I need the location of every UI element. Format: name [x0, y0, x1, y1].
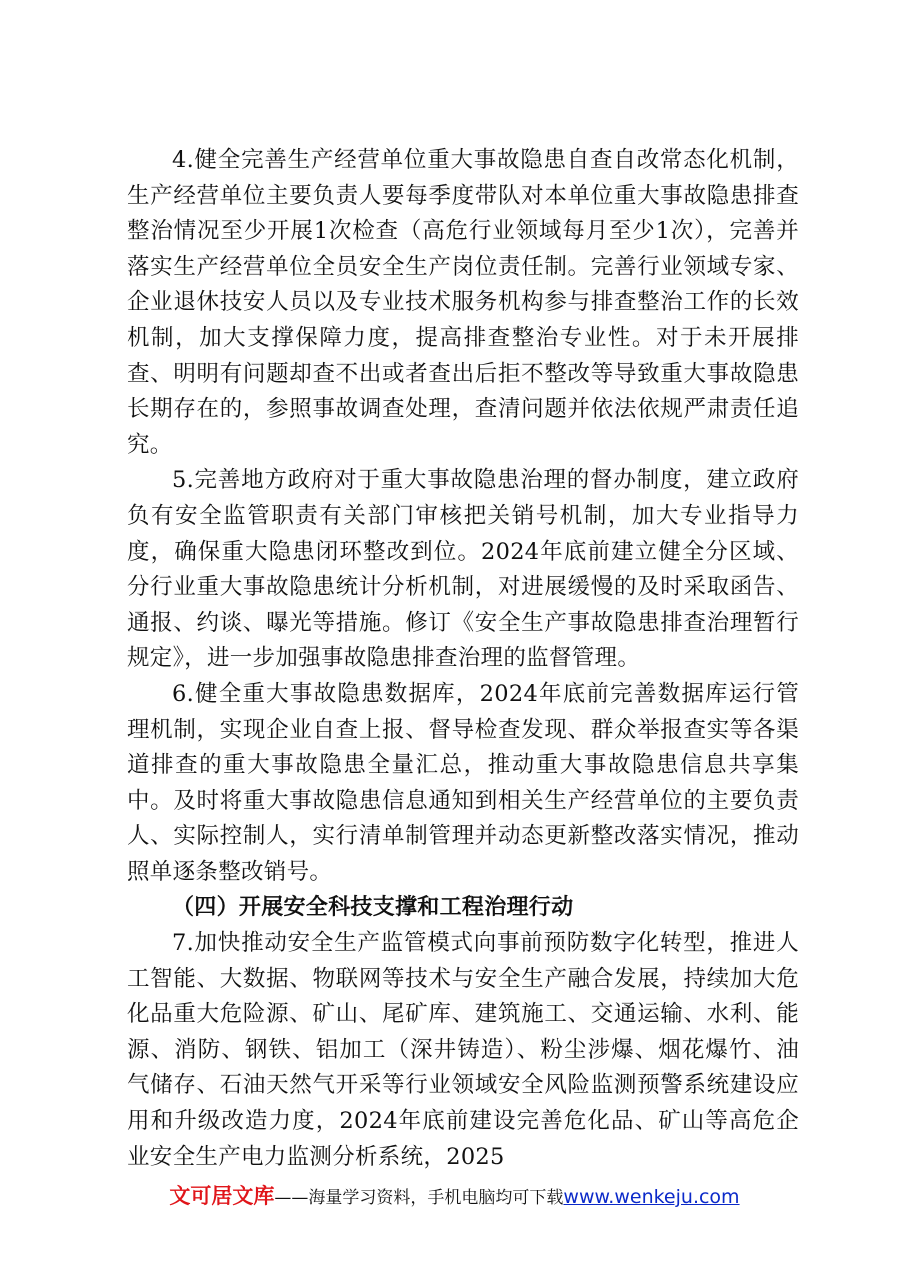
- paragraph-7: 7.加快推动安全生产监管模式向事前预防数字化转型，推进人工智能、大数据、物联网等技术与安全生产融合发展，持续加大危化品重大危险源、矿山、尾矿库、建筑施工、交通运输、水利、能源、消防、钢铁、铝加工（深井铸造）、粉尘涉爆、烟花爆竹、油气储存、石油天然气开采等行业领域安全风险监测预警系统建设应用和升级改造力度，2024年底前建设完善危化品、矿山等高危企业安全生产电力监测分析系统，2025: [127, 930, 799, 1170]
- footer-description: ——海量学习资料，手机电脑均可下载: [274, 1188, 564, 1208]
- paragraph-5: 5.完善地方政府对于重大事故隐患治理的督办制度，建立政府负有安全监管职责有关部门审核把关销号机制，加大专业指导力度，确保重大隐患闭环整改到位。2024年底前建立健全分区域、分行业重大事故隐患统计分析机制，对进展缓慢的及时采取函告、通报、约谈、曝光等措施。修订《安全生产事故隐患排查治理暂行规定》，进一步加强事故隐患排查治理的监督管理。: [127, 467, 799, 672]
- footer-brand: 文可居文库: [169, 1184, 275, 1208]
- footer-banner: [0, 1182, 909, 1212]
- document-body: [127, 143, 799, 1175]
- paragraph-4: 4.健全完善生产经营单位重大事故隐患自查自改常态化机制，生产经营单位主要负责人要每季度带队对本单位重大事故隐患排查整治情况至少开展1次检查（高危行业领域每月至少1次），完善并落实生产经营单位全员安全生产岗位责任制。完善行业领域专家、企业退休技安人员以及专业技术服务机构参与排查整治工作的长效机制，加大支撑保障力度，提高排查整治专业性。对于未开展排查、明明有问题却查不出或者查出后拒不整改等导致重大事故隐患长期存在的，参照事故调查处理，查清问题并依法依规严肃责任追究。: [127, 147, 799, 458]
- paragraph-6: 6.健全重大事故隐患数据库，2024年底前完善数据库运行管理机制，实现企业自查上报、督导检查发现、群众举报查实等各渠道排查的重大事故隐患全量汇总，推动重大事故隐患信息共享集中。及时将重大事故隐患信息通知到相关生产经营单位的主要负责人、实际控制人，实行清单制管理并动态更新整改落实情况，推动照单逐条整改销号。: [127, 680, 799, 885]
- section-heading: （四）开展安全科技支撑和工程治理行动: [172, 895, 574, 921]
- footer-website-link[interactable]: www.wenkeju.com: [563, 1186, 740, 1208]
